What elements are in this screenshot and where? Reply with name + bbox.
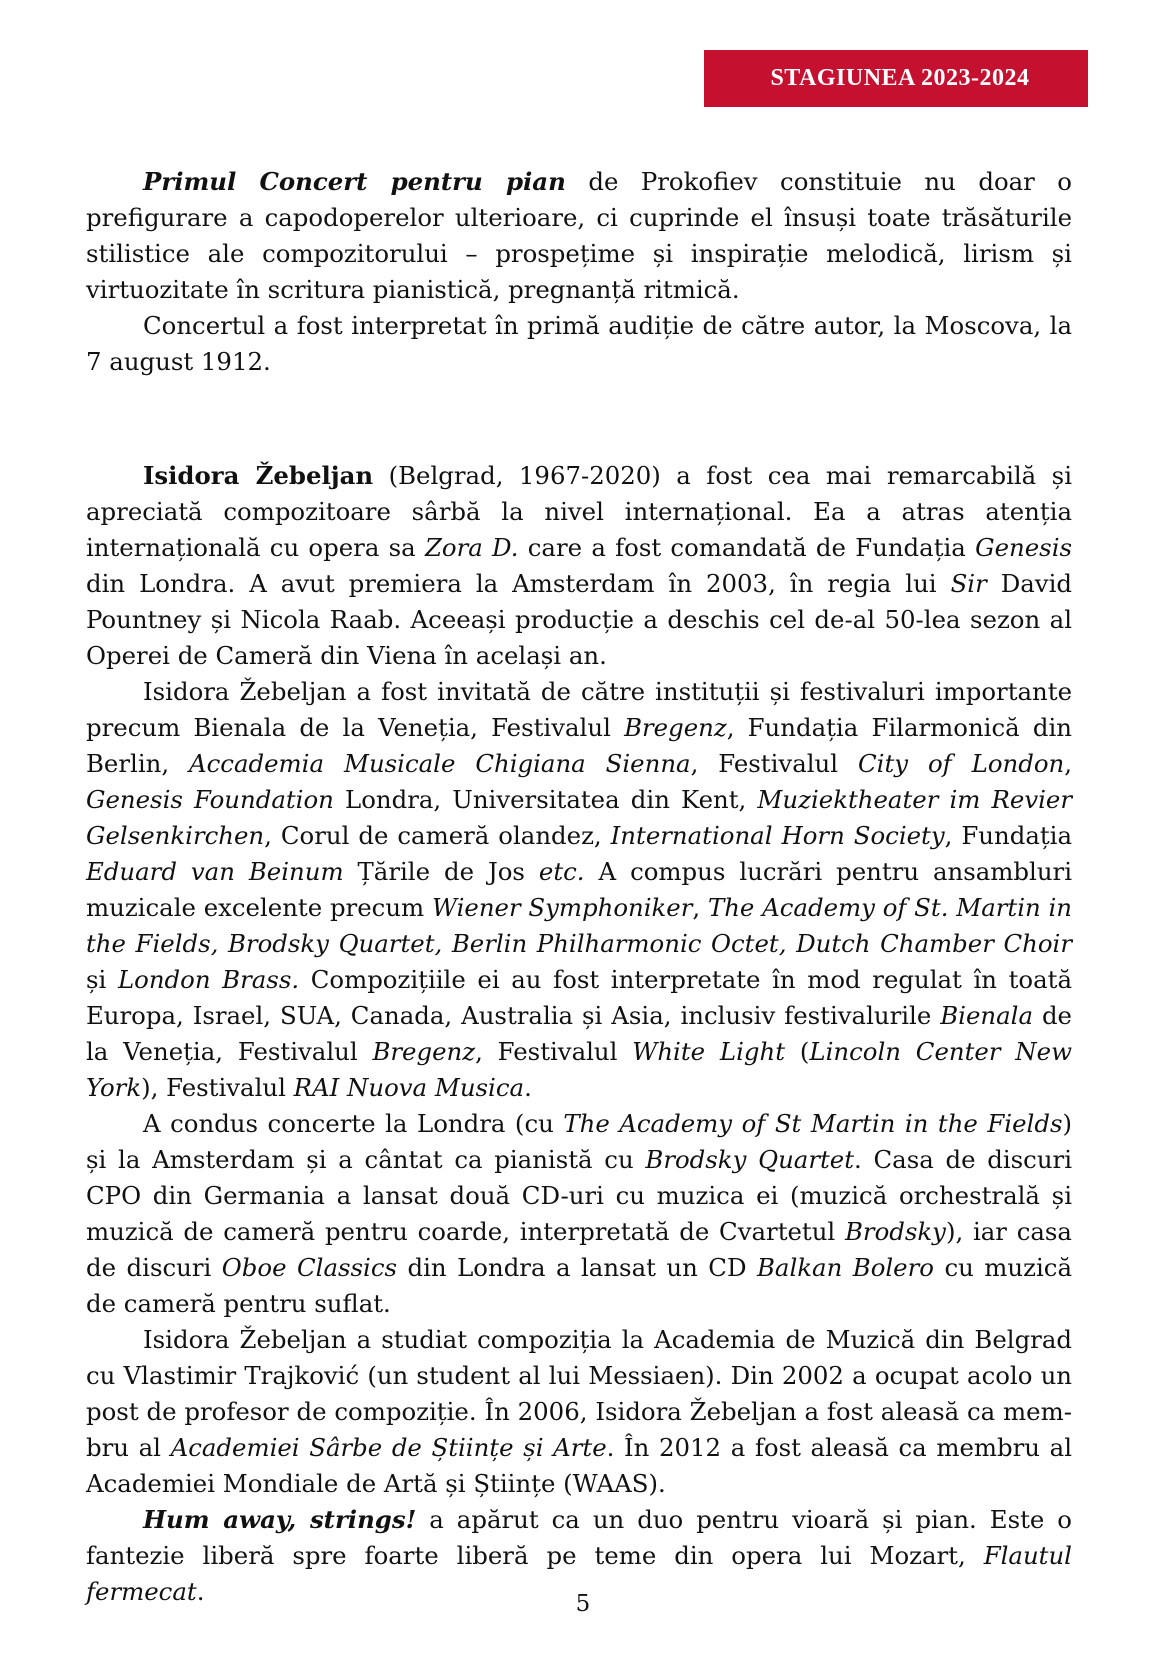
season-badge [704, 50, 1088, 107]
section-divider-space [86, 380, 1072, 458]
paragraph-premiere: Concertul a fost interpretat în primă audiție de către autor, la Moscova, la 7 august 1912. [86, 311, 1072, 376]
paragraph-prokofiev-concerto: Primul Concert pentru pian de Prokofiev constituie nu doar o prefigurare a capodoperelor ulterioare, ci cuprinde el însuși toate trăsăturile stilistice ale compozitorului – prospețime și inspirație melodică, lirism și virtuozitate în scritura pianistică, pregnanță ritmică. [86, 167, 1072, 304]
work-title: Primul Concert pentru pian [143, 167, 566, 196]
paragraph-concerts-recordings: A condus concerte la Londra (cu The Academy of St Martin in the Fields) și la Amsterdam și a cântat ca pianistă cu Brodsky Quartet. Casa de discuri CPO din Germania a lansat două CD-uri cu muzica ei (muzică orchestrală și muzică de cameră pentru coarde, interpretată de Cvartetul Brodsky), iar casa de discuri Oboe Classics din Londra a lansat un CD Balkan Bolero cu muzică de cameră pentru suflat. [86, 1109, 1072, 1318]
paragraph-hum-away-strings: Hum away, strings! a apărut ca un duo pentru vioară și pian. Este o fantezie liberă spre foarte liberă pe teme din opera lui Mozart, Flautul fermecat. [86, 1505, 1072, 1606]
page-number: 5 [575, 1591, 591, 1617]
composer-name: Isidora Žebeljan [143, 461, 374, 490]
page-body [86, 164, 1072, 1610]
season-badge-text: STAGIUNEA 2023-2024 [770, 65, 1030, 91]
paragraph-zebeljan-bio: Isidora Žebeljan (Belgrad, 1967-2020) a fost cea mai remarcabilă și apreciată compozitoare sârbă la nivel internațional. Ea a atras atenția internațională cu opera sa Zora D. care a fost comandată de Fundația Genesis din Londra. A avut premiera la Amsterdam în 2003, în regia lui Sir David Pountney și Nicola Raab. Aceeași producție a deschis cel de-al 50-lea sezon al Operei de Cameră din Viena în același an. [86, 461, 1073, 670]
paragraph-education: Isidora Žebeljan a studiat compoziția la Academia de Muzică din Belgrad cu Vlastimir Trajković (un student al lui Messiaen). Din 2002 a ocupat acolo un post de profesor de compoziție. În 2006, Isidora Žebeljan a fost aleasă ca membru al Academiei Sârbe de Științe și Arte. În 2012 a fost aleasă ca membru al Academiei Mondiale de Artă și Științe (WAAS). [86, 1325, 1072, 1498]
paragraph-invitations: Isidora Žebeljan a fost invitată de către instituții și festivaluri importante precum Bienala de la Veneția, Festivalul Bregenz, Fundația Filarmonică din Berlin, Accademia Musicale Chigiana Sienna, Festivalul City of London, Genesis Foundation Londra, Universitatea din Kent, Muziektheater im Revier Gelsenkirchen, Corul de cameră olandez, International Horn Society, Fundația Eduard van Beinum Țările de Jos etc. A compus lucrări pentru ansambluri muzicale excelente precum Wiener Symphoniker, The Academy of St. Martin in the Fields, Brodsky Quartet, Berlin Philharmonic Octet, Dutch Chamber Choir și London Brass. Compozițiile ei au fost interpretate în mod regulat în toată Europa, Israel, SUA, Canada, Australia și Asia, inclusiv festivalurile Bienala de la Veneția, Festivalul Bregenz, Festivalul White Light (Lincoln Center New York), Festivalul RAI Nuova Musica. [86, 677, 1073, 1102]
work-title: Hum away, strings! [143, 1505, 417, 1534]
